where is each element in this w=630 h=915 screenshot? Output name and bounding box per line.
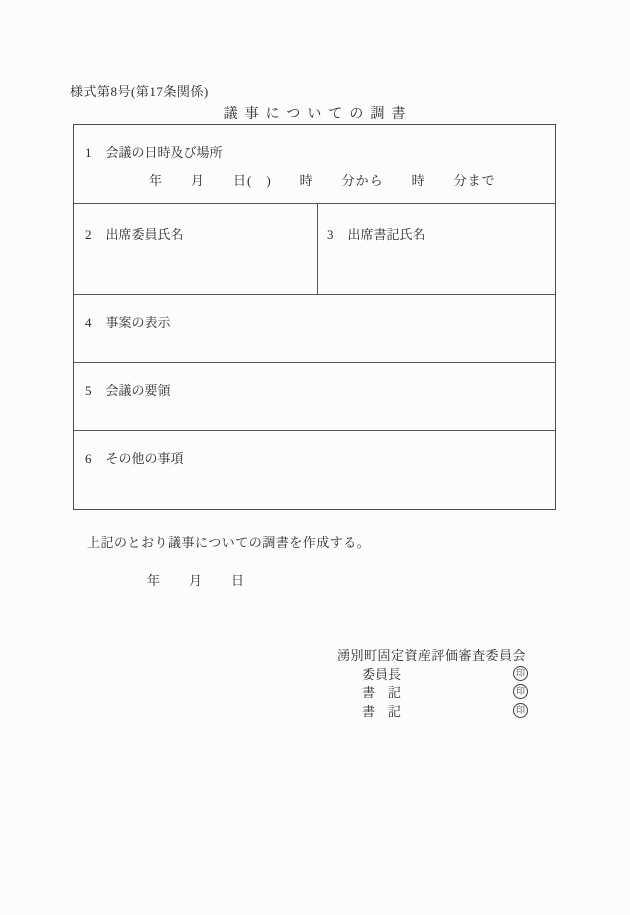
item-label: 会議の要領 [105, 383, 171, 398]
signature-date-placeholder: 年 月 日 [147, 573, 246, 588]
item-number: 5 [85, 383, 92, 398]
signature-row-clerk-2 [362, 701, 528, 720]
cell-attending-clerks [317, 204, 555, 294]
proceedings-table [73, 124, 556, 510]
page-title: 議事についての調書 [223, 107, 413, 122]
item-label: 事案の表示 [105, 315, 171, 330]
cell-attending-members [74, 204, 317, 294]
inkan-seal-icon: 印 [513, 703, 528, 718]
item-label: 会議の日時及び場所 [105, 145, 223, 160]
item-label: 出席書記氏名 [347, 227, 426, 242]
signer-role-label: 委員長 [362, 666, 402, 682]
row-heading [85, 142, 545, 161]
item-number: 3 [327, 227, 334, 242]
item-label: 出席委員氏名 [105, 227, 184, 242]
signature-block [362, 664, 528, 720]
table-row-other-matters [74, 431, 555, 509]
item-number: 2 [85, 227, 92, 242]
table-row-attendees [74, 204, 555, 295]
item-number: 1 [85, 145, 92, 160]
table-row-case-description [74, 295, 555, 363]
signature-row-chairperson [362, 664, 528, 683]
inkan-seal-icon: 印 [513, 684, 528, 699]
committee-name: 湧別町固定資産評価審査委員会 [337, 648, 527, 663]
signer-role-label: 書 記 [362, 703, 402, 719]
item-number: 6 [85, 451, 92, 466]
item-label: その他の事項 [105, 451, 184, 466]
form-number-label: 様式第8号(第17条関係) [70, 84, 209, 99]
date-time-placeholder-line: 年 月 日( ) 時 分から 時 分まで [149, 173, 496, 188]
inkan-seal-icon: 印 [513, 666, 528, 681]
table-row-meeting-summary [74, 363, 555, 431]
signature-row-clerk-1 [362, 683, 528, 702]
item-number: 4 [85, 315, 92, 330]
table-row-meeting-datetime [74, 125, 555, 204]
signer-role-label: 書 記 [362, 685, 402, 701]
closing-statement: 上記のとおり議事についての調書を作成する。 [87, 535, 371, 550]
